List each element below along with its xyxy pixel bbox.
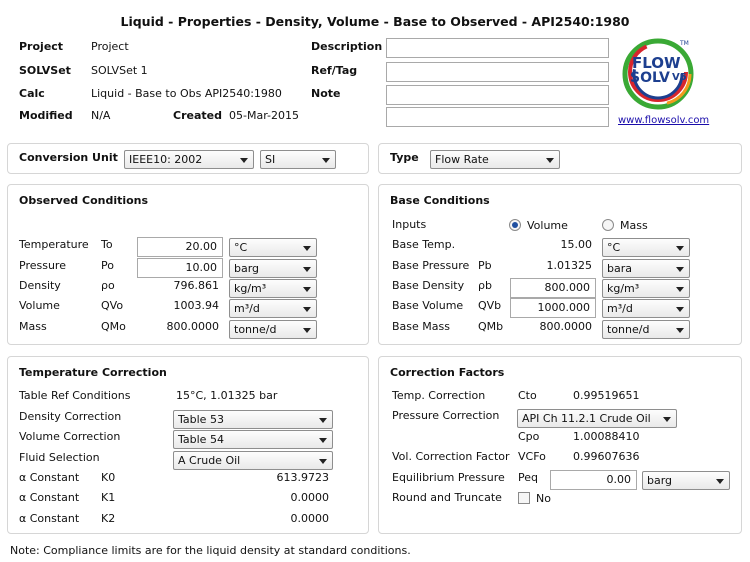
volume-correction-select[interactable]	[173, 430, 333, 449]
observed-volume-value: 1003.94	[173, 299, 219, 312]
mass-radio-label: Mass	[620, 219, 648, 232]
equilibrium-pressure-input[interactable]: 0.00	[550, 470, 637, 490]
fluid-selection-select[interactable]	[173, 451, 333, 470]
density-correction-select[interactable]	[173, 410, 333, 429]
chevron-down-icon	[546, 158, 554, 163]
observed-volume-unit-select[interactable]	[229, 299, 317, 318]
conversion-system-value: SI	[265, 153, 276, 166]
base-density-label: Base Density	[392, 279, 465, 292]
equilibrium-pressure-symbol: Peq	[518, 471, 538, 484]
chevron-down-icon	[322, 158, 330, 163]
reftag-field[interactable]	[386, 62, 609, 82]
logo-text-flow: FLOW	[632, 54, 681, 72]
conversion-system-select[interactable]	[260, 150, 336, 169]
alpha-constant-k1-symbol: K1	[101, 491, 116, 504]
chevron-down-icon	[676, 246, 684, 251]
chevron-down-icon	[303, 307, 311, 312]
observed-mass-value: 800.0000	[166, 320, 219, 333]
chevron-down-icon	[303, 328, 311, 333]
correction-factors-title: Correction Factors	[390, 366, 505, 379]
base-density-unit-select[interactable]	[602, 279, 690, 298]
correction-factors-panel	[378, 356, 742, 534]
table-ref-label: Table Ref Conditions	[19, 389, 131, 402]
chevron-down-icon	[240, 158, 248, 163]
chevron-down-icon	[319, 438, 327, 443]
observed-density-symbol: ρo	[101, 279, 115, 292]
solvset-label: SOLVSet	[19, 64, 71, 77]
vcf-symbol: VCFo	[518, 450, 546, 463]
observed-temperature-symbol: To	[101, 238, 113, 251]
fluid-selection-label: Fluid Selection	[19, 451, 100, 464]
base-mass-unit-select[interactable]	[602, 320, 690, 339]
alpha-constant-k2-symbol: K2	[101, 512, 116, 525]
pressure-correction-value: API Ch 11.2.1 Crude Oil	[522, 412, 651, 425]
solvset-value: SOLVSet 1	[91, 64, 148, 77]
base-temp-value: 15.00	[560, 238, 592, 251]
compliance-note: Note: Compliance limits are for the liquid density at standard conditions.	[10, 544, 411, 557]
observed-volume-unit: m³/d	[234, 302, 260, 315]
observed-volume-label: Volume	[19, 299, 60, 312]
note-field[interactable]	[386, 85, 609, 105]
observed-mass-unit-select[interactable]	[229, 320, 317, 339]
observed-title: Observed Conditions	[19, 194, 149, 207]
observed-density-unit: kg/m³	[234, 282, 267, 295]
modified-value: N/A	[91, 109, 111, 122]
base-mass-symbol: QMb	[478, 320, 504, 333]
chevron-down-icon	[676, 287, 684, 292]
volume-correction-value: Table 54	[178, 433, 224, 446]
base-pressure-unit-select[interactable]	[602, 259, 690, 278]
observed-pressure-input[interactable]: 10.00	[137, 258, 223, 278]
base-volume-symbol: QVb	[478, 299, 502, 312]
base-pressure-unit: bara	[607, 262, 632, 275]
base-volume-unit: m³/d	[607, 302, 633, 315]
vcf-value: 0.99607636	[573, 450, 640, 463]
flowsolv-logo	[618, 34, 700, 112]
base-mass-value: 800.0000	[539, 320, 592, 333]
conversion-label: Conversion Unit	[19, 151, 118, 164]
mass-radio[interactable]	[602, 219, 614, 231]
observed-mass-unit: tonne/d	[234, 323, 277, 336]
observed-density-unit-select[interactable]	[229, 279, 317, 298]
observed-temperature-unit: °C	[234, 241, 248, 254]
chevron-down-icon	[303, 287, 311, 292]
project-value: Project	[91, 40, 129, 53]
modified-label: Modified	[19, 109, 73, 122]
conversion-standard-select[interactable]	[124, 150, 254, 169]
volume-radio-label: Volume	[527, 219, 568, 232]
chevron-down-icon	[303, 246, 311, 251]
base-temp-unit: °C	[607, 241, 621, 254]
base-pressure-value: 1.01325	[546, 259, 592, 272]
cpo-symbol: Cpo	[518, 430, 540, 443]
base-pressure-label: Base Pressure	[392, 259, 470, 272]
temp-correction-value: 0.99519651	[573, 389, 640, 402]
type-value: Flow Rate	[435, 153, 489, 166]
extra-note-field[interactable]	[386, 107, 609, 127]
type-select[interactable]	[430, 150, 560, 169]
observed-temperature-unit-select[interactable]	[229, 238, 317, 257]
logo-text-version: V5	[672, 72, 687, 83]
round-truncate-option: No	[536, 492, 551, 505]
alpha-constant-k0-value: 613.9723	[276, 471, 329, 484]
temp-correction-title: Temperature Correction	[19, 366, 167, 379]
observed-temperature-label: Temperature	[19, 238, 89, 251]
conversion-standard-value: IEEE10: 2002	[129, 153, 203, 166]
base-title: Base Conditions	[390, 194, 490, 207]
reftag-label: Ref/Tag	[311, 64, 358, 77]
round-truncate-checkbox[interactable]	[518, 492, 530, 504]
created-label: Created	[173, 109, 222, 122]
equilibrium-pressure-label: Equilibrium Pressure	[392, 471, 505, 484]
base-volume-label: Base Volume	[392, 299, 464, 312]
logo-text-tm: TM	[680, 40, 689, 47]
note-label: Note	[311, 87, 341, 100]
chevron-down-icon	[319, 418, 327, 423]
alpha-constant-k0-symbol: K0	[101, 471, 116, 484]
alpha-constant-k1-value: 0.0000	[290, 491, 329, 504]
chevron-down-icon	[663, 417, 671, 422]
type-label: Type	[390, 151, 419, 164]
base-volume-input[interactable]: 1000.000	[510, 298, 596, 318]
chevron-down-icon	[716, 479, 724, 484]
chevron-down-icon	[676, 307, 684, 312]
alpha-constant-k1-label: α Constant	[19, 491, 80, 504]
chevron-down-icon	[676, 328, 684, 333]
observed-mass-label: Mass	[19, 320, 47, 333]
round-truncate-label: Round and Truncate	[392, 491, 502, 504]
base-density-input[interactable]: 800.000	[510, 278, 596, 298]
pressure-correction-label: Pressure Correction	[392, 409, 500, 422]
created-value: 05-Mar-2015	[229, 109, 299, 122]
logo-text-solv: SOLV	[630, 70, 670, 86]
observed-pressure-unit-select[interactable]	[229, 259, 317, 278]
base-pressure-symbol: Pb	[478, 259, 492, 272]
alpha-constant-k0-label: α Constant	[19, 471, 80, 484]
description-field[interactable]	[386, 38, 609, 58]
page-title: Liquid - Properties - Density, Volume - Base to Observed - API2540:1980	[120, 14, 630, 29]
alpha-constant-k2-value: 0.0000	[290, 512, 329, 525]
website-link[interactable]: www.flowsolv.com	[618, 115, 710, 126]
chevron-down-icon	[303, 267, 311, 272]
cpo-value: 1.00088410	[573, 430, 640, 443]
chevron-down-icon	[319, 459, 327, 464]
base-density-unit: kg/m³	[607, 282, 640, 295]
observed-temperature-input[interactable]: 20.00	[137, 237, 223, 257]
vcf-label: Vol. Correction Factor	[392, 450, 510, 463]
calc-value: Liquid - Base to Obs API2540:1980	[91, 87, 282, 100]
temp-correction-symbol: Cto	[518, 389, 537, 402]
base-inputs-label: Inputs	[392, 218, 427, 231]
volume-correction-label: Volume Correction	[19, 430, 121, 443]
temp-correction-label: Temp. Correction	[392, 389, 486, 402]
chevron-down-icon	[676, 267, 684, 272]
density-correction-value: Table 53	[178, 413, 224, 426]
alpha-constant-k2-label: α Constant	[19, 512, 80, 525]
observed-pressure-label: Pressure	[19, 259, 66, 272]
observed-pressure-unit: barg	[234, 262, 260, 275]
observed-density-label: Density	[19, 279, 61, 292]
calc-label: Calc	[19, 87, 45, 100]
base-density-symbol: ρb	[478, 279, 492, 292]
base-mass-unit: tonne/d	[607, 323, 650, 336]
base-temp-unit-select[interactable]	[602, 238, 690, 257]
base-volume-unit-select[interactable]	[602, 299, 690, 318]
base-temp-label: Base Temp.	[392, 238, 456, 251]
description-label: Description	[311, 40, 383, 53]
equilibrium-pressure-unit-select[interactable]	[642, 471, 730, 490]
density-correction-label: Density Correction	[19, 410, 122, 423]
pressure-correction-select[interactable]	[517, 409, 677, 428]
fluid-selection-value: A Crude Oil	[178, 454, 241, 467]
observed-mass-symbol: QMo	[101, 320, 126, 333]
base-mass-label: Base Mass	[392, 320, 450, 333]
equilibrium-pressure-unit: barg	[647, 474, 673, 487]
table-ref-value: 15°C, 1.01325 bar	[176, 389, 278, 402]
observed-volume-symbol: QVo	[101, 299, 124, 312]
project-label: Project	[19, 40, 64, 53]
volume-radio[interactable]	[509, 219, 521, 231]
observed-pressure-symbol: Po	[101, 259, 114, 272]
observed-density-value: 796.861	[173, 279, 219, 292]
